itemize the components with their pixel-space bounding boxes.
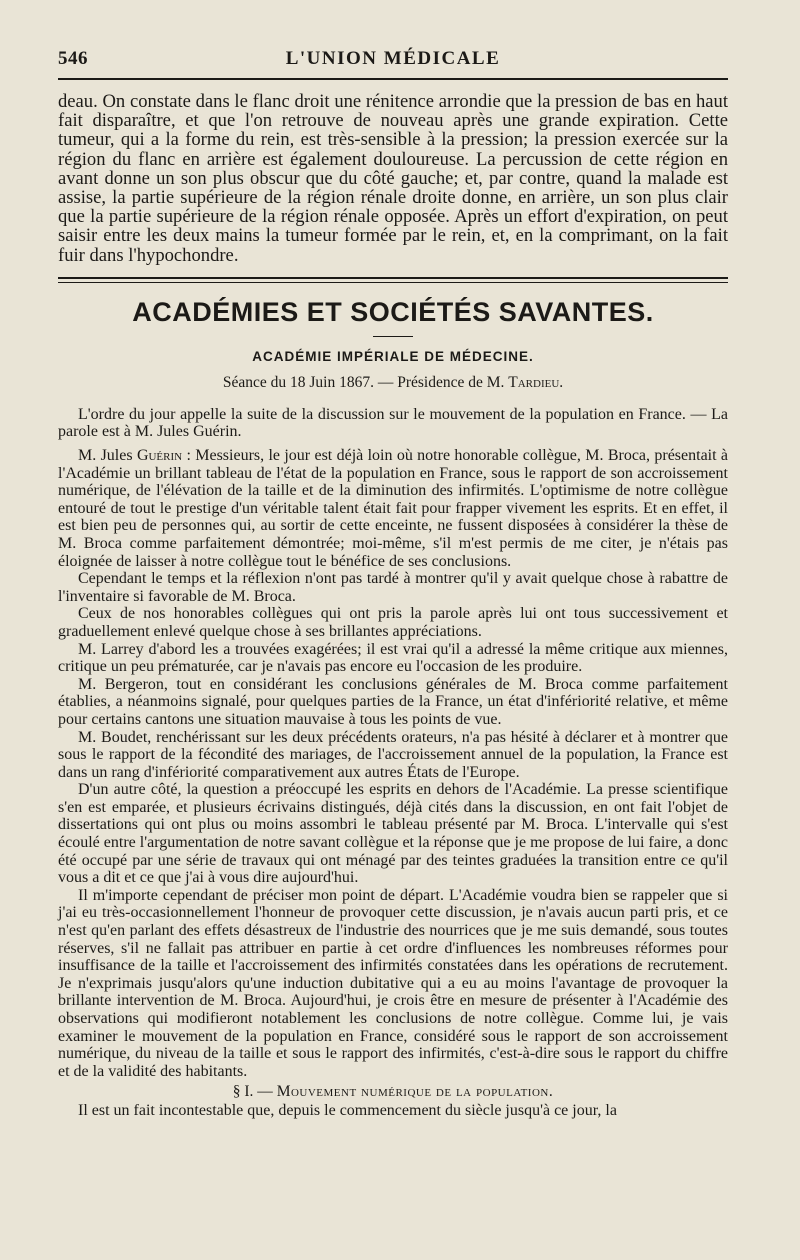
paragraph: M. Bergeron, tout en considérant les conclusions générales de M. Broca comme parfaitement établies, a néanmoins signalé, pour quelques parties de la France, un état d'infériorité relative, et même pour certains cantons une situation mauvaise à tous les points de vue. [58,675,728,728]
session-prefix: Séance du 18 Juin 1867. — Présidence de M. [222,373,505,391]
subsection-title: Mouvement numérique de la population. [276,1083,554,1101]
paragraph: L'ordre du jour appelle la suite de la discussion sur le mouvement de la population en France. — La parole est à M. Jules Guérin. [58,405,728,441]
paragraph: D'un autre côté, la question a préoccupé les esprits en dehors de l'Académie. La presse scientifique s'en est emparée, et plusieurs écrivains distingués, déjà cités dans la discussion, en ont fait l'objet de dissertations qui ont plus ou moins assombri le tableau présenté par M. Broca. L'intervalle qui s'est écoulé entre l'argumentation de notre savant collègue et la réponse que je me propose de lui faire, a donc été occupé par une série de travaux qui ont ménagé par des teintes graduées la transition entre ce qu'il vous a dit et ce que j'ai à vous dire aujourd'hui. [58,781,728,887]
header-rule [58,78,728,80]
paragraph: Ceux de nos honorables collègues qui ont pris la parole après lui ont tous successivement et graduellement enlevé quelque chose à ses brillantes appréciations. [58,605,728,640]
subsection-heading [58,1082,728,1102]
subsection-number: § I. — [232,1083,273,1101]
speaker-prefix: M. Jules [78,447,133,465]
journal-title: L'UNION MÉDICALE [285,48,501,69]
speaker-text: : Messieurs, le jour est déjà loin où notre honorable collègue, M. Broca, présentait à l'Académie un brillant tableau de l'état de la population en France, sous le rapport de son accroissement numérique, de l'élévation de la taille et de la diminution des infirmités. L'optimisme de notre collègue entouré de tout le prestige d'un véritable talent était fait pour frapper vivement les esprits. Et en effet, il est bien peu de personnes qui, au sortir de cette enceinte, ne fussent disposées à considérer la thèse de M. Broca comme parfaitement démontrée; moi-même, s'il m'est permis de me citer, je n'étais pas éloignée de laisser à notre collègue tout le bénéfice de ses conclusions. [58,447,729,570]
paragraph: Il m'importe cependant de préciser mon point de départ. L'Académie voudra bien se rappeler que si j'ai eu très-occasionnellement l'honneur de provoquer cette discussion, je n'avais aucun parti pris, et ce n'est qu'en parlant des effets désastreux de l'industrie des nourrices que je me suis demandé, sous toutes réserves, s'il ne fallait pas attribuer en partie à cet ordre d'influences les nombreuses réformes pour insuffisance de la taille et l'accroissement des infirmités constatées dans les opérations de recrutement. Je n'exprimais jusqu'alors qu'une induction dubitative qui a eu au moins l'avantage de provoquer la brillante intervention de M. Broca. Aujourd'hui, je crois être en mesure de présenter à l'Académie des observations qui modifieront notablement les conclusions de notre collègue. Comme lui, je vais examiner le mouvement de la population en France, considéré sous le rapport de son accroissement numérique, du niveau de la taille et sous le rapport des infirmités, c'est-à-dire sous le rapport du chiffre et de la validité des habitants. [58,886,728,1080]
section-title: ACADÉMIES ET SOCIÉTÉS SAVANTES. [132,296,654,327]
paragraph: Cependant le temps et la réflexion n'ont pas tardé à montrer qu'il y avait quelque chose à rabattre de l'inventaire si favorable de M. Broca. [58,570,728,605]
article-body [58,406,728,1120]
paragraph: M. Larrey d'abord les a trouvées exagérées; il est vrai qu'il a adressé la même critique aux miennes, critique un peu prématurée, car je n'avais pas encore eu l'occasion de les produire. [58,640,728,676]
section-divider [58,277,728,283]
speaker-name: Guérin [136,447,183,465]
session-president: Tardieu [508,373,560,391]
session-line [58,374,728,392]
paragraph: Il est un fait incontestable que, depuis le commencement du siècle jusqu'à ce jour, la [78,1102,617,1120]
paragraph: M. Boudet, renchérissant sur les deux précédents orateurs, n'a pas hésité à déclarer et à montrer que sous le rapport de la fécondité des mariages, de l'accroissement annuel de la population, la France est dans un rang d'infériorité comparativement aux autres États de l'Europe. [58,728,728,781]
paragraph [58,447,728,570]
continuation-paragraph: deau. On constate dans le flanc droit une rénitence arrondie que la pression de bas en haut fait disparaître, et que l'on retrouve de nouveau après une grande expiration. Cette tumeur, qui a la forme du rein, est très-sensible à la pression; la pression exercée sur la région du flanc en arrière est également douloureuse. La percussion de cette région en avant donne un son plus obscur que du côté gauche; et, par contre, quand la malade est assise, la partie supérieure de la région rénale droite donne, en arrière, un son plus clair que la partie supérieure de la région rénale opposée. Après un effort d'expiration, on peut saisir entre les deux mains la tumeur formée par le rein, et, en la comprimant, on la fait fuir dans l'hypochondre. [58,91,728,266]
running-head [58,44,728,74]
title-rule [373,336,413,337]
page-number: 546 [58,48,88,69]
session-suffix: . [559,373,564,391]
academy-subtitle: ACADÉMIE IMPÉRIALE DE MÉDECINE. [252,348,534,364]
